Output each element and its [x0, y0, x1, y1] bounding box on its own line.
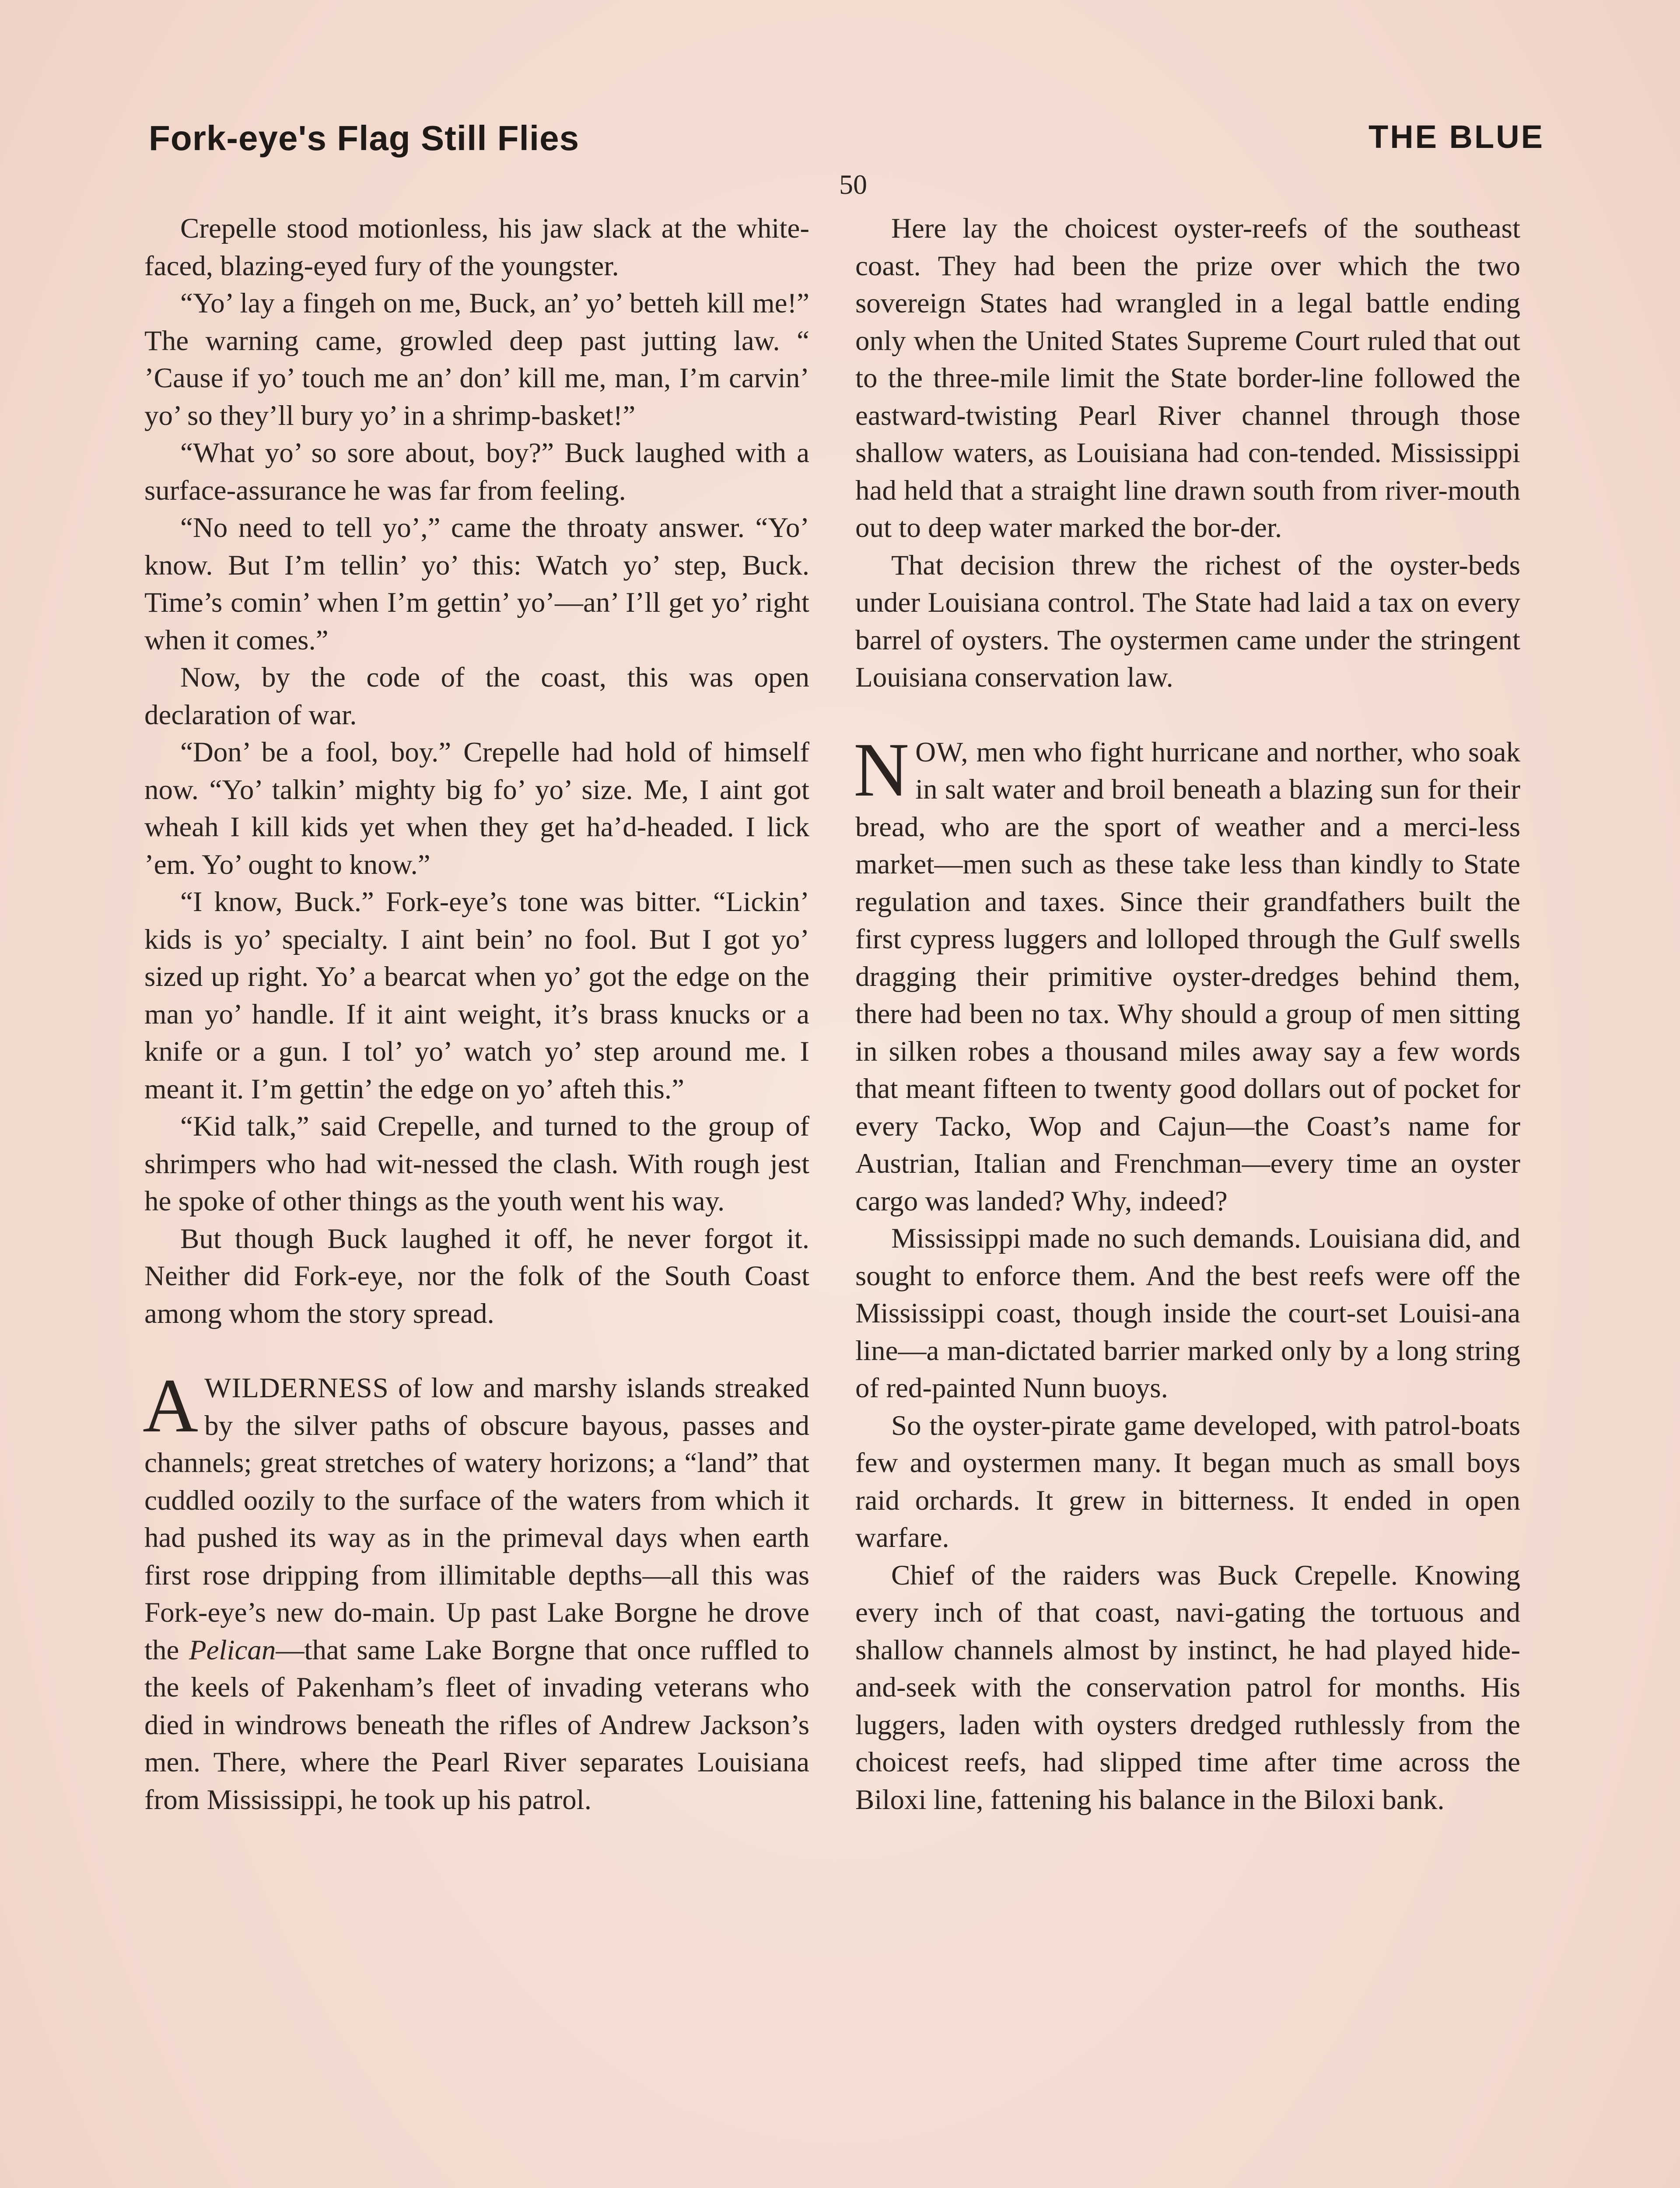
page-number: 50 — [839, 169, 867, 200]
paragraph: Mississippi made no such demands. Louisiana did, and sought to enforce them. And the best reefs were off the Mississippi coast, though inside the court-set Louisi-ana line—a man-dictated barrier marked only by a long string of red-painted Nunn buoys. — [855, 1223, 1520, 1404]
paragraph-text: —that same Lake Borgne that once ruffled to the keels of Pakenham’s fleet of invading veterans who died in windrows beneath the rifles of Andrew Jackson’s men. There, where the Pearl River separates Louisiana from Mississippi, he took up his patrol. — [144, 1634, 809, 1816]
running-head — [149, 118, 1544, 171]
paragraph-text: of low and marshy islands streaked by the silver paths of obscure bayous, passes and channels; great stretches of watery horizons; a “land” that cuddled oozily to the surface of the waters from which it had pushed its way as in the primeval days when earth first rose dripping from illimitable depths—all this was Fork-eye’s new do-main. Up past Lake Borgne he drove the — [144, 1372, 809, 1666]
drop-cap: A — [143, 1363, 199, 1448]
paragraph: “Kid talk,” said Crepelle, and turned to the group of shrimpers who had wit-nessed the clash. With rough jest he spoke of other things as the youth went his way. — [144, 1111, 809, 1217]
paragraph: But though Buck laughed it off, he never forgot it. Neither did Fork-eye, nor the folk of the South Coast among whom the story spread. — [144, 1223, 809, 1329]
paragraph: Now, by the code of the coast, this was open declaration of war. — [144, 662, 809, 731]
right-column — [855, 210, 1520, 1819]
small-caps-lead: OW, — [915, 736, 969, 768]
paragraph: “No need to tell yo’,” came the throaty answer. “Yo’ know. But I’m tellin’ yo’ this: Watch yo’ step, Buck. Time’s comin’ when I’m gettin’ yo’—an’ I’ll get yo’ right when it comes.” — [144, 512, 809, 656]
section-break — [144, 1332, 809, 1370]
section-opening-paragraph — [854, 727, 1520, 1220]
small-caps-lead: WILDERNESS — [204, 1372, 389, 1404]
paragraph: Chief of the raiders was Buck Crepelle. Knowing every inch of that coast, navi-gating the tortuous and shallow channels almost by instinct, he had played hide-and-seek with the conservation patrol for months. His luggers, laden with oysters dredged ruthlessly from the choicest reefs, had slipped time after time across the Biloxi line, fattening his balance in the Biloxi bank. — [855, 1559, 1520, 1816]
paragraph: That decision threw the richest of the oyster-beds under Louisiana control. The State had laid a tax on every barrel of oysters. The oystermen came under the stringent Louisiana conservation law. — [855, 549, 1520, 693]
paragraph: “What yo’ so sore about, boy?” Buck laughed with a surface-assurance he was far from feeling. — [144, 437, 809, 506]
section-opening-paragraph — [143, 1363, 809, 1819]
paragraph: “I know, Buck.” Fork-eye’s tone was bitter. “Lickin’ kids is yo’ specialty. I aint bein’ no fool. But I got yo’ sized up right. Yo’ a bearcat when yo’ got the edge on the man yo’ handle. If it aint weight, it’s brass knucks or a knife or a gun. I tol’ yo’ watch yo’ step around me. I meant it. I’m gettin’ the edge on yo’ afteh this.” — [144, 886, 809, 1105]
drop-cap: N — [854, 727, 910, 813]
section-break — [855, 697, 1520, 734]
magazine-title: THE BLUE — [1368, 119, 1544, 155]
paragraph: So the oyster-pirate game developed, with patrol-boats few and oystermen many. It began much as small boys raid orchards. It grew in bitterness. It ended in open warfare. — [855, 1410, 1520, 1553]
paragraph: “Don’ be a fool, boy.” Crepelle had hold of himself now. “Yo’ talkin’ mighty big fo’ yo’ size. Me, I aint got wheah I kill kids yet when they get ha’d-headed. I lick ’em. Yo’ ought to know.” — [144, 736, 809, 880]
story-title: Fork-eye's Flag Still Flies — [149, 119, 580, 158]
boat-name: Pelican — [189, 1634, 276, 1666]
paragraph-text: men who fight hurricane and norther, who soak in salt water and broil beneath a blazing sun for their bread, who are the sport of weather and a merci-less market—men such as these take less than kindly to State regulation and taxes. Since their grandfathers built the first cypress luggers and lolloped through the Gulf swells dragging their primitive oyster-dredges behind them, there had been no tax. Why should a group of men sitting in silken robes a thousand miles away say a few words that meant fifteen to twenty good dollars out of pocket for every Tacko, Wop and Cajun—the Coast’s name for Austrian, Italian and Frenchman—every time an oyster cargo was landed? Why, indeed? — [855, 736, 1520, 1217]
left-column — [144, 210, 809, 1819]
paragraph: Here lay the choicest oyster-reefs of the southeast coast. They had been the prize over which the two sovereign States had wrangled in a legal battle ending only when the United States Supreme Court ruled that out to the three-mile limit the State border-line followed the eastward-twisting Pearl River channel through those shallow waters, as Louisiana had con-tended. Mississippi had held that a straight line drawn south from river-mouth out to deep water marked the bor-der. — [855, 213, 1520, 543]
paragraph: “Yo’ lay a fingeh on me, Buck, an’ yo’ betteh kill me!” The warning came, growled deep past jutting law. “ ’Cause if yo’ touch me an’ don’ kill me, man, I’m carvin’ yo’ so they’ll bury yo’ in a shrimp-basket!” — [144, 288, 809, 431]
paragraph: Crepelle stood motionless, his jaw slack at the white-faced, blazing-eyed fury of the youngster. — [144, 213, 809, 282]
